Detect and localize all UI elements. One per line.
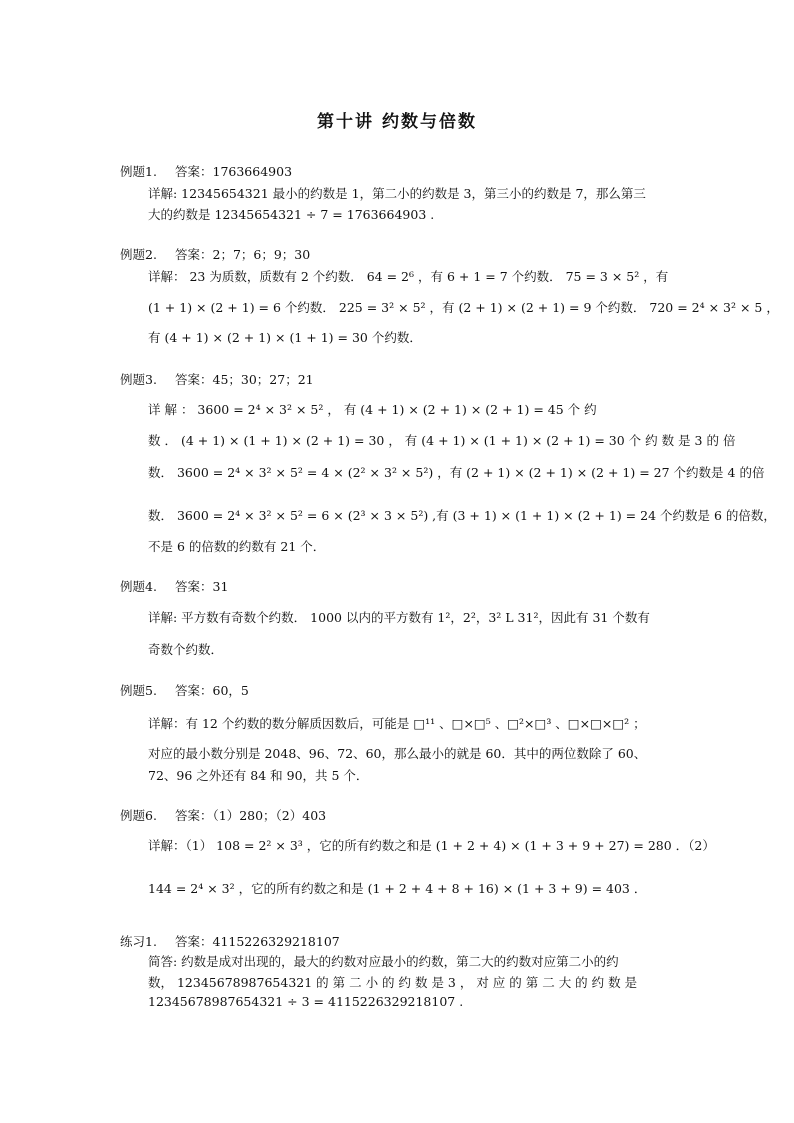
example-label: 例题5.: [120, 683, 157, 698]
example-5-header: [120, 681, 655, 699]
example-label: 例题3.: [120, 372, 157, 387]
answer-text: 答案：（1）280；（2）403: [175, 808, 327, 823]
detail-line: 奇数个约数．: [148, 642, 224, 657]
example-1-header: [120, 162, 655, 180]
detail-line: 数 ． (4 + 1) × (1 + 1) × (2 + 1) = 30 ， 有 (4 + 1) × (1 + 1) × (2 + 1) = 30 个 约 数 是 3 的 倍: [148, 433, 736, 448]
detail-line: 详解: 12345654321 最小的约数是 1，第二小的约数是 3，第三小的约数是 7，那么第三: [148, 186, 646, 201]
detail-line: 详解: 平方数有奇数个约数． 1000 以内的平方数有 1²，2²，3² L 31²，因此有 31 个数有: [148, 610, 650, 625]
answer-text: 答案：1763664903: [175, 164, 293, 179]
example-label: 例题4.: [120, 579, 157, 594]
detail-line: 72、96 之外还有 84 和 90，共 5 个．: [148, 768, 369, 783]
answer-text: 答案：31: [175, 579, 229, 594]
detail-line: (1 + 1) × (2 + 1) = 6 个约数． 225 = 3² × 5² ，有 (2 + 1) × (2 + 1) = 9 个约数． 720 = 2⁴ × 3² × 5 ，: [148, 300, 779, 315]
detail-line: 详解： 23 为质数，质数有 2 个约数． 64 = 2⁶ ，有 6 + 1 = 7 个约数． 75 = 3 × 5² ，有: [148, 269, 669, 284]
answer-text: 答案：60，5: [175, 683, 249, 698]
page-title: 第十讲 约数与倍数: [317, 112, 477, 132]
example-label: 练习1.: [120, 934, 157, 949]
detail-line: 不是 6 的倍数的约数有 21 个．: [148, 539, 326, 554]
example-6-header: [120, 806, 655, 824]
practice-1-header: [120, 932, 655, 950]
detail-line: 数． 3600 = 2⁴ × 3² × 5² = 6 × (2³ × 3 × 5²) ,有 (3 + 1) × (1 + 1) × (2 + 1) = 24 个约数是 6 的倍数，: [148, 508, 776, 523]
detail-line: 数， 12345678987654321 的 第 二 小 的 约 数 是 3 ， 对 应 的 第 二 大 的 约 数 是: [148, 975, 638, 990]
example-label: 例题1.: [120, 164, 157, 179]
example-3-header: [120, 370, 655, 388]
example-2-header: [120, 245, 655, 263]
detail-line: 大的约数是 12345654321 ÷ 7 = 1763664903 .: [148, 207, 435, 222]
example-label: 例题2.: [120, 247, 157, 262]
detail-line: 有 (4 + 1) × (2 + 1) × (1 + 1) = 30 个约数．: [148, 330, 422, 345]
detail-line: 详 解 ： 3600 = 2⁴ × 3² × 5² ， 有 (4 + 1) × (2 + 1) × (2 + 1) = 45 个 约: [148, 402, 597, 417]
detail-line: 144 = 2⁴ × 3² ，它的所有约数之和是 (1 + 2 + 4 + 8 + 16) × (1 + 3 + 9) = 403 ．: [148, 881, 647, 896]
detail-line: 简答: 约数是成对出现的，最大的约数对应最小的约数，第二大的约数对应第二小的约: [148, 954, 619, 969]
answer-text: 答案：4115226329218107: [175, 934, 340, 949]
answer-text: 答案：45；30；27；21: [175, 372, 314, 387]
detail-line: 12345678987654321 ÷ 3 = 4115226329218107 .: [148, 994, 464, 1009]
detail-line: 详解：有 12 个约数的数分解质因数后，可能是 □¹¹ 、□×□⁵ 、□²×□³ 、□×□×□² ；: [148, 716, 646, 731]
detail-line: 数． 3600 = 2⁴ × 3² × 5² = 4 × (2² × 3² × 5²) ，有 (2 + 1) × (2 + 1) × (2 + 1) = 27 个约数是 4 的倍: [148, 465, 765, 480]
answer-text: 答案：2；7；6；9；30: [175, 247, 311, 262]
detail-line: 对应的最小数分别是 2048、96、72、60，那么最小的就是 60．其中的两位数除了 60、: [148, 746, 647, 761]
detail-line: 详解：（1） 108 = 2² × 3³ ，它的所有约数之和是 (1 + 2 + 4) × (1 + 3 + 9 + 27) = 280 ．（2）: [148, 838, 715, 853]
example-4-header: [120, 577, 655, 595]
example-label: 例题6.: [120, 808, 157, 823]
